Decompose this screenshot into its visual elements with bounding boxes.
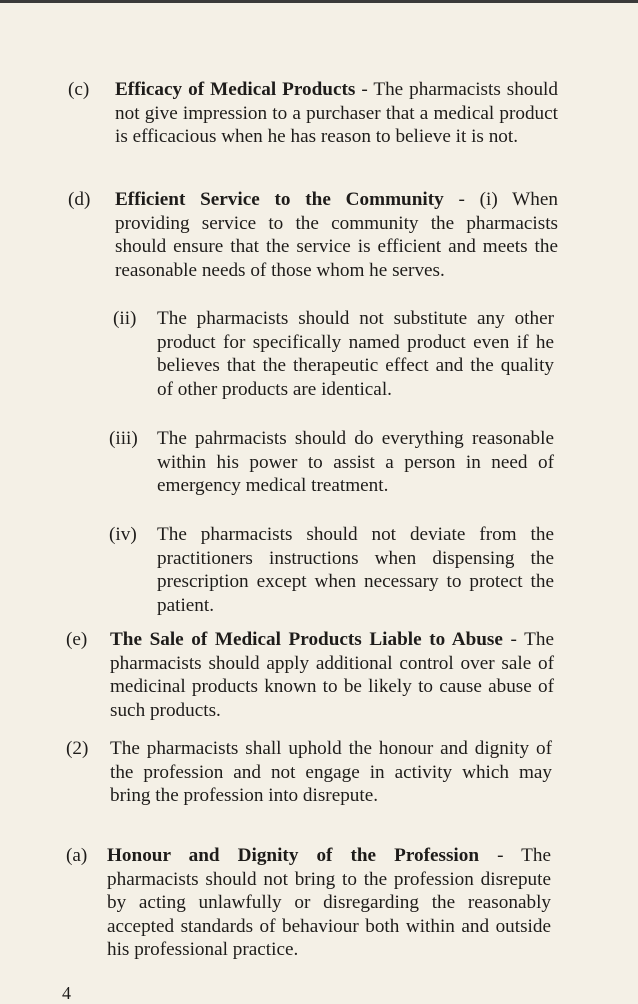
entry-heading: Efficacy of Medical Products [115,79,356,100]
entry-body: - (i) When providing service to the community the pharmacists should ensure that the service is efficient and meets the reasonable needs of those whom he serves. [115,189,558,281]
entry-label: (a) [66,845,88,866]
entry-label: (c) [68,79,90,100]
entry-heading: Honour and Dignity of the Profession [107,845,480,866]
entry-text: The pharmacists shall uphold the honour and dignity of the profession and not engage in activity which may bring the profession into disrepute. [110,738,552,807]
entry-text [107,844,551,962]
entry-heading: The Sale of Medical Products Liable to Abuse [110,629,503,650]
entry-text: The pharmacists should not deviate from the practitioners instructions when dispensing the prescription except when necessary to protect the patient. [157,524,554,616]
entry-text [115,78,558,149]
entry-body: - The pharmacists should apply additional control over sale of medicinal products known to be likely to cause abuse of such products. [110,629,555,721]
entry-label: (2) [66,738,89,759]
entry-label: (iii) [109,428,138,449]
entry-label: (iv) [109,524,137,545]
entry-heading: Efficient Service to the Community [115,189,444,210]
entry-body: - The pharmacists should not give impression to a purchaser that a medical product is efficacious when he has reason to believe it is not. [115,79,558,148]
entry-text [115,188,558,282]
entry-text [110,628,554,722]
entry-label: (d) [68,189,91,210]
entry-text: The pahrmacists should do everything reasonable within his power to assist a person in need of emergency medical treatment. [157,428,554,497]
entry-body: - The pharmacists should not bring to the profession disrepute by acting unlawfully or disregarding the reasonably accepted standards of behaviour both within and outside his professional practice. [107,845,551,961]
entry-label: (ii) [113,308,137,329]
page-number: 4 [62,983,71,1003]
entry-label: (e) [66,629,88,650]
entry-text: The pharmacists should not substitute any other product for specifically named product even if he believes that the therapeutic effect and the quality of other products are identical. [157,308,554,400]
